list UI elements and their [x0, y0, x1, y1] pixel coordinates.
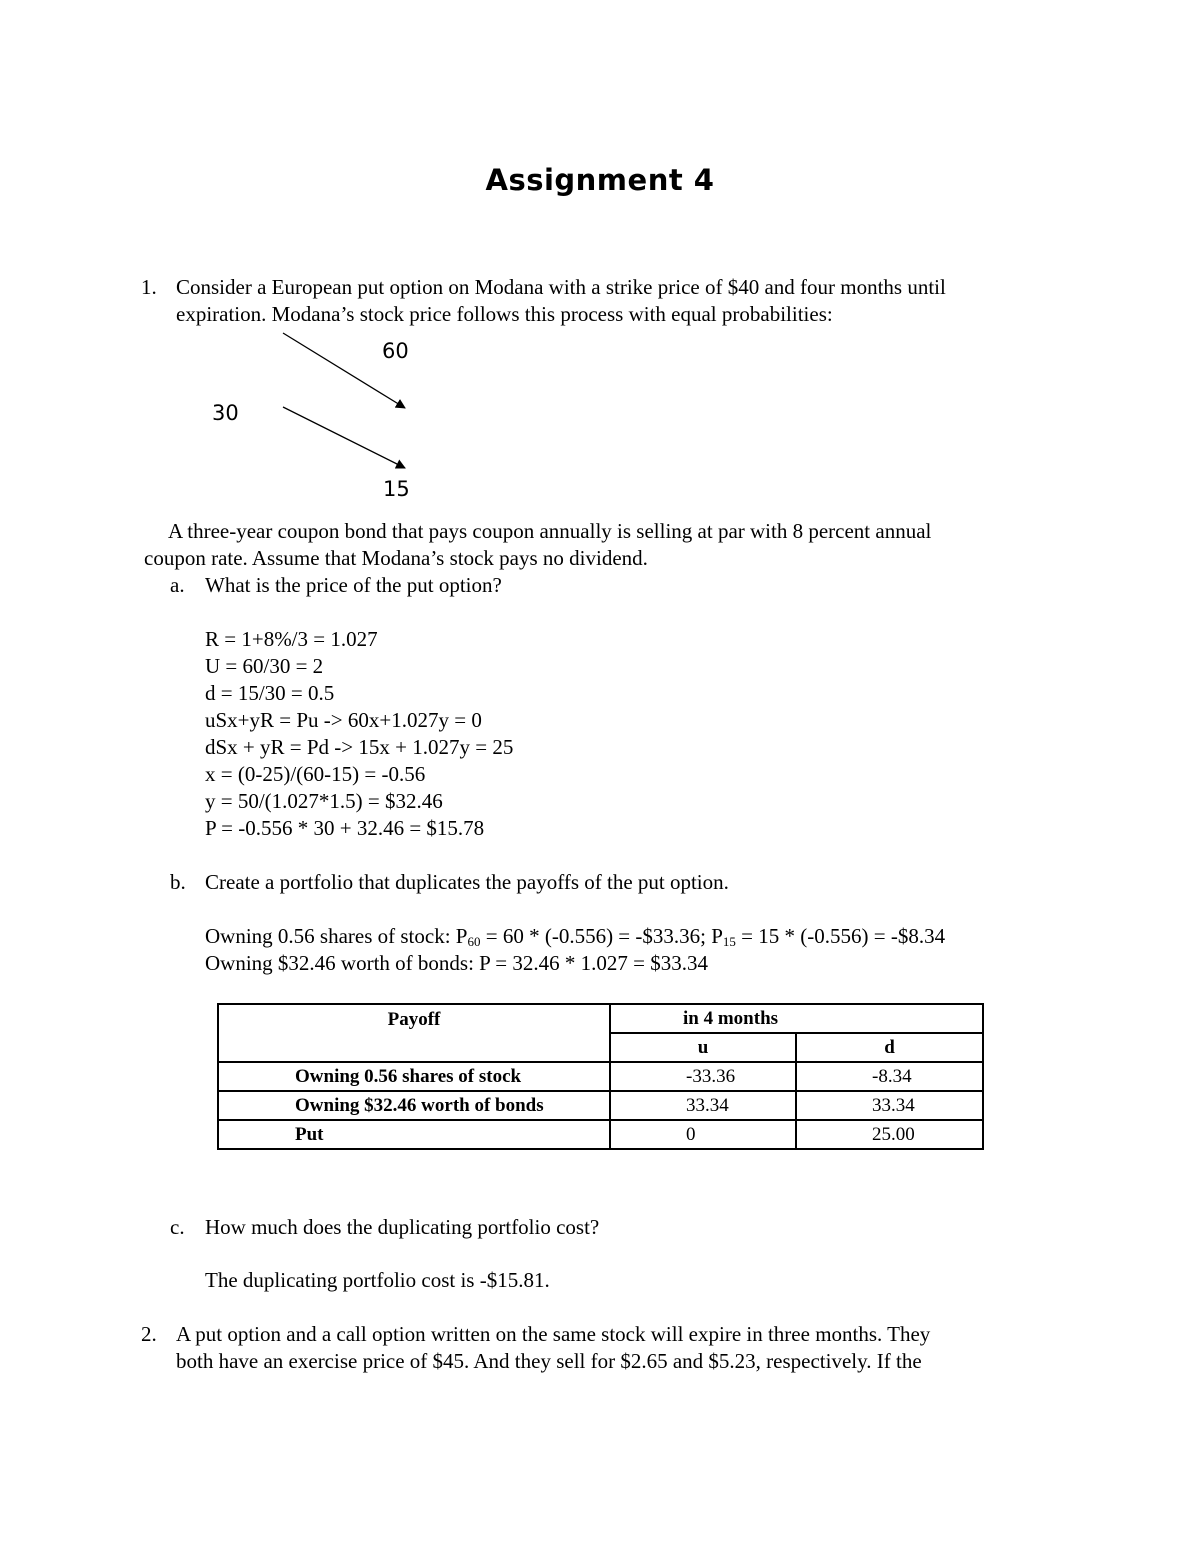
row-label: Put	[218, 1120, 610, 1149]
question-1-line-2: expiration. Modana’s stock price follows this process with equal probabilities:	[176, 302, 833, 326]
question-1-number: 1.	[141, 275, 157, 299]
bonds-payoff-line: Owning $32.46 worth of bonds: P = 32.46 * 1.027 = $33.34	[205, 951, 708, 975]
header-payoff: Payoff	[218, 1004, 610, 1062]
cell-d: 33.34	[796, 1091, 983, 1120]
question-2-line-2: both have an exercise price of $45. And they sell for $2.65 and $5.23, respectively. If the	[176, 1349, 922, 1373]
stock-payoff-prefix: Owning 0.56 shares of stock: P	[205, 924, 468, 948]
header-d: d	[796, 1033, 983, 1062]
bond-description-line-2: coupon rate. Assume that Modana’s stock pays no dividend.	[144, 546, 648, 570]
table-row	[218, 1091, 983, 1120]
cell-u: -33.36	[610, 1062, 796, 1091]
part-c-answer: The duplicating portfolio cost is -$15.81.	[205, 1268, 550, 1292]
question-2-line-1: A put option and a call option written on the same stock will expire in three months. They	[176, 1322, 931, 1346]
stock-payoff-subscript-15: 15	[722, 934, 736, 949]
table-row	[218, 1062, 983, 1091]
work-line: d = 15/30 = 0.5	[205, 681, 335, 705]
payoff-table	[217, 1003, 984, 1150]
part-b-label: b.	[170, 870, 186, 894]
part-b-question: Create a portfolio that duplicates the payoffs of the put option.	[205, 870, 729, 894]
work-line: dSx + yR = Pd -> 15x + 1.027y = 25	[205, 735, 514, 759]
down-branch-arrow	[283, 407, 405, 468]
row-label: Owning 0.56 shares of stock	[218, 1062, 610, 1091]
page-title: Assignment 4	[485, 163, 715, 197]
part-c-label: c.	[170, 1215, 185, 1239]
cell-d: -8.34	[796, 1062, 983, 1091]
header-u: u	[610, 1033, 796, 1062]
price-tree-diagram	[0, 0, 1200, 520]
cell-d: 25.00	[796, 1120, 983, 1149]
work-line: P = -0.556 * 30 + 32.46 = $15.78	[205, 816, 485, 840]
work-line: uSx+yR = Pu -> 60x+1.027y = 0	[205, 708, 482, 732]
stock-payoff-line	[205, 923, 945, 950]
tree-up-price: 60	[382, 339, 409, 363]
stock-payoff-middle: = 60 * (-0.556) = -$33.36; P	[480, 924, 723, 948]
row-label: Owning $32.46 worth of bonds	[218, 1091, 610, 1120]
stock-payoff-end: = 15 * (-0.556) = -$8.34	[735, 924, 946, 948]
tree-start-price: 30	[212, 401, 239, 425]
table-row	[218, 1120, 983, 1149]
stock-payoff-subscript-60: 60	[467, 934, 481, 949]
question-1-line-1: Consider a European put option on Modana with a strike price of $40 and four months until	[176, 275, 946, 299]
tree-down-price: 15	[383, 477, 410, 501]
part-c-question: How much does the duplicating portfolio cost?	[205, 1215, 600, 1239]
work-line: x = (0-25)/(60-15) = -0.56	[205, 762, 426, 786]
work-line: U = 60/30 = 2	[205, 654, 324, 678]
question-2-number: 2.	[141, 1322, 157, 1346]
work-line: y = 50/(1.027*1.5) = $32.46	[205, 789, 443, 813]
part-a-label: a.	[170, 573, 185, 597]
cell-u: 0	[610, 1120, 796, 1149]
work-line: R = 1+8%/3 = 1.027	[205, 627, 378, 651]
bond-description-line-1: A three-year coupon bond that pays coupon annually is selling at par with 8 percent annual	[168, 519, 932, 543]
header-period: in 4 months	[610, 1004, 983, 1033]
part-a-question: What is the price of the put option?	[205, 573, 502, 597]
cell-u: 33.34	[610, 1091, 796, 1120]
